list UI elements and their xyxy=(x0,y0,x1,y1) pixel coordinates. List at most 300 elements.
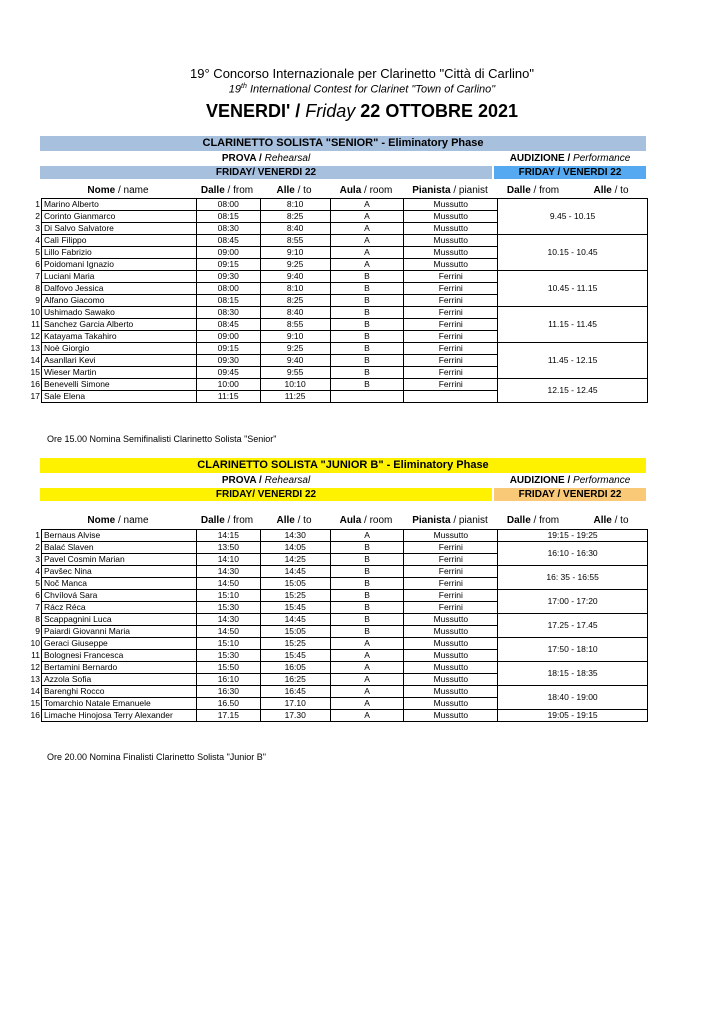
row-number: 8 xyxy=(35,283,40,293)
rehearsal-from: 15:10 xyxy=(196,638,260,650)
senior-section xyxy=(30,136,648,444)
pianist: Mussutto xyxy=(404,662,498,674)
rehearsal-to: 9:10 xyxy=(260,247,330,259)
table-row xyxy=(30,235,648,247)
room: A xyxy=(330,235,404,247)
candidate-name: Marino Alberto xyxy=(41,199,196,211)
col-name-text: / name xyxy=(115,515,149,526)
senior-day-left: FRIDAY/ VENERDI 22 xyxy=(40,166,492,179)
rehearsal-from: 08:15 xyxy=(196,295,260,307)
rehearsal-from: 08:15 xyxy=(196,211,260,223)
junior-day-left: FRIDAY/ VENERDI 22 xyxy=(40,488,492,501)
rehearsal-to: 17.30 xyxy=(260,710,330,722)
candidate-name: Scappagnini Luca xyxy=(41,614,196,626)
audition-slot: 12.15 - 12.45 xyxy=(498,379,648,403)
col-aud-from xyxy=(498,514,568,528)
row-number: 5 xyxy=(35,578,40,588)
pianist: Mussutto xyxy=(404,626,498,638)
pianist: Mussutto xyxy=(404,259,498,271)
audizione-label: AUDIZIONE / xyxy=(509,153,571,164)
col-pianist-bold: Pianista xyxy=(412,515,451,526)
room: B xyxy=(330,542,404,554)
room: B xyxy=(330,379,404,391)
rehearsal-to: 14:25 xyxy=(260,554,330,566)
room: B xyxy=(330,614,404,626)
rehearsal-from: 14:50 xyxy=(196,578,260,590)
candidate-name: Di Salvo Salvatore xyxy=(41,223,196,235)
table-row xyxy=(30,566,648,578)
junior-audizione-header xyxy=(494,474,646,487)
rehearsal-from: 15:10 xyxy=(196,590,260,602)
candidate-name: Wieser Martin xyxy=(41,367,196,379)
rehearsal-to: 14:05 xyxy=(260,542,330,554)
pianist: Ferrini xyxy=(404,343,498,355)
pianist: Ferrini xyxy=(404,578,498,590)
junior-column-headers xyxy=(30,514,648,528)
rehearsal-from: 09:30 xyxy=(196,271,260,283)
rehearsal-from: 15:50 xyxy=(196,662,260,674)
room: A xyxy=(330,674,404,686)
candidate-name: Chvílová Sara xyxy=(41,590,196,602)
col-from-bold: Dalle xyxy=(200,185,225,196)
col-room-bold: Aula xyxy=(339,185,362,196)
pianist: Ferrini xyxy=(404,566,498,578)
candidate-name: Tomarchio Natale Emanuele xyxy=(41,698,196,710)
col-aud-to xyxy=(578,184,644,198)
candidate-name: Bolognesi Francesca xyxy=(41,650,196,662)
row-number: 2 xyxy=(35,211,40,221)
table-row xyxy=(30,590,648,602)
rehearsal-from: 16.50 xyxy=(196,698,260,710)
pianist: Ferrini xyxy=(404,283,498,295)
rehearsal-from: 15:30 xyxy=(196,650,260,662)
contest-title-en xyxy=(0,83,724,96)
senior-schedule-table xyxy=(30,198,648,403)
rehearsal-from: 13:50 xyxy=(196,542,260,554)
rehearsal-label: Rehearsal xyxy=(261,475,311,486)
audition-slot: 17.25 - 17.45 xyxy=(498,614,648,638)
room: B xyxy=(330,343,404,355)
pianist: Mussutto xyxy=(404,223,498,235)
rehearsal-to: 15:05 xyxy=(260,578,330,590)
candidate-name: Dalfovo Jessica xyxy=(41,283,196,295)
row-number: 16 xyxy=(30,379,40,389)
rehearsal-to: 9:10 xyxy=(260,331,330,343)
junior-section xyxy=(30,458,648,768)
room: B xyxy=(330,355,404,367)
pianist: Ferrini xyxy=(404,295,498,307)
row-number: 9 xyxy=(35,295,40,305)
candidate-name: Katayama Takahiro xyxy=(41,331,196,343)
pianist: Mussutto xyxy=(404,199,498,211)
rehearsal-from: 09:00 xyxy=(196,331,260,343)
candidate-name: Corinto Gianmarco xyxy=(41,211,196,223)
row-number: 1 xyxy=(35,199,40,209)
rehearsal-to: 14:30 xyxy=(260,530,330,542)
col-to xyxy=(260,184,328,198)
table-row xyxy=(30,662,648,674)
room: A xyxy=(330,530,404,542)
col-to-bold: Alle xyxy=(276,515,295,526)
candidate-name: Pavel Cosmin Marian xyxy=(41,554,196,566)
col-aud-from-bold: Dalle xyxy=(506,185,531,196)
edition-number: 19 xyxy=(228,83,242,96)
pianist: Mussutto xyxy=(404,686,498,698)
table-row xyxy=(30,542,648,554)
col-pianist xyxy=(404,514,496,528)
audition-slot: 9.45 - 10.15 xyxy=(498,199,648,235)
rehearsal-from: 16:30 xyxy=(196,686,260,698)
row-number: 11 xyxy=(31,650,40,660)
rehearsal-label: Rehearsal xyxy=(261,153,311,164)
room: B xyxy=(330,331,404,343)
candidate-name: Balać Slaven xyxy=(41,542,196,554)
senior-column-headers xyxy=(30,184,648,198)
pianist: Mussutto xyxy=(404,614,498,626)
table-row xyxy=(30,379,648,391)
rehearsal-to: 10:10 xyxy=(260,379,330,391)
rehearsal-to: 9:40 xyxy=(260,355,330,367)
col-from xyxy=(196,184,258,198)
table-row xyxy=(30,638,648,650)
pianist: Mussutto xyxy=(404,650,498,662)
rehearsal-from: 08:00 xyxy=(196,283,260,295)
performance-label: Performance xyxy=(570,475,631,486)
col-pianist-bold: Pianista xyxy=(412,185,451,196)
col-from-bold: Dalle xyxy=(200,515,225,526)
candidate-name: Lillo Fabrizio xyxy=(41,247,196,259)
col-name-bold: Nome xyxy=(87,185,116,196)
rehearsal-from: 09:30 xyxy=(196,355,260,367)
col-name-text: / name xyxy=(115,185,149,196)
col-aud-to-text: / to xyxy=(611,515,629,526)
rehearsal-from: 09:45 xyxy=(196,367,260,379)
junior-day-right: FRIDAY / VENERDI 22 xyxy=(494,488,646,501)
rehearsal-from: 08:45 xyxy=(196,319,260,331)
rehearsal-to: 15:45 xyxy=(260,650,330,662)
pianist: Mussutto xyxy=(404,674,498,686)
rehearsal-to: 15:45 xyxy=(260,602,330,614)
table-row xyxy=(30,614,648,626)
col-room-text: / room xyxy=(361,185,393,196)
col-aud-to-bold: Alle xyxy=(593,185,612,196)
rehearsal-to: 9:40 xyxy=(260,271,330,283)
senior-prova-header xyxy=(40,152,492,165)
row-number: 14 xyxy=(30,355,40,365)
audition-slot: 16:10 - 16:30 xyxy=(498,542,648,566)
row-number: 9 xyxy=(35,626,40,636)
pianist: Ferrini xyxy=(404,271,498,283)
row-number: 6 xyxy=(35,590,40,600)
candidate-name: Asanllari Kevi xyxy=(41,355,196,367)
rehearsal-to: 15:05 xyxy=(260,626,330,638)
col-from xyxy=(196,514,258,528)
col-to-bold: Alle xyxy=(276,185,295,196)
pianist: Ferrini xyxy=(404,602,498,614)
col-aud-from xyxy=(498,184,568,198)
room: A xyxy=(330,662,404,674)
pianist: Ferrini xyxy=(404,367,498,379)
rehearsal-to: 17.10 xyxy=(260,698,330,710)
room xyxy=(330,391,404,403)
room: A xyxy=(330,698,404,710)
room: A xyxy=(330,638,404,650)
row-number: 4 xyxy=(35,566,40,576)
room: B xyxy=(330,626,404,638)
col-pianist-text: / pianist xyxy=(450,185,488,196)
room: B xyxy=(330,554,404,566)
candidate-name: Rácz Réca xyxy=(41,602,196,614)
candidate-name: Noč Manca xyxy=(41,578,196,590)
room: B xyxy=(330,283,404,295)
candidate-name: Bernaus Alvise xyxy=(41,530,196,542)
audition-slot: 19:15 - 19:25 xyxy=(498,530,648,542)
room: B xyxy=(330,319,404,331)
audition-slot: 11.15 - 11.45 xyxy=(498,307,648,343)
rehearsal-from: 14:30 xyxy=(196,566,260,578)
audition-slot: 10.15 - 10.45 xyxy=(498,235,648,271)
row-number: 15 xyxy=(30,698,40,708)
rehearsal-to: 8:55 xyxy=(260,235,330,247)
rehearsal-to: 8:40 xyxy=(260,223,330,235)
rehearsal-to: 9:25 xyxy=(260,259,330,271)
col-aud-to xyxy=(578,514,644,528)
room: A xyxy=(330,686,404,698)
room: B xyxy=(330,367,404,379)
row-number: 3 xyxy=(35,223,40,233)
pianist: Mussutto xyxy=(404,698,498,710)
room: B xyxy=(330,566,404,578)
rehearsal-from: 08:30 xyxy=(196,307,260,319)
col-room xyxy=(330,184,402,198)
senior-note: Ore 15.00 Nomina Semifinalisti Clarinetto Solista "Senior" xyxy=(47,434,277,444)
candidate-name: Limache Hinojosa Terry Alexander xyxy=(41,710,196,722)
candidate-name: Sanchez Garcia Alberto xyxy=(41,319,196,331)
pianist: Ferrini xyxy=(404,542,498,554)
rehearsal-from: 15:30 xyxy=(196,602,260,614)
col-to-text: / to xyxy=(294,185,312,196)
candidate-name: Geraci Giuseppe xyxy=(41,638,196,650)
rehearsal-from: 11:15 xyxy=(196,391,260,403)
col-name xyxy=(42,184,194,198)
row-number: 8 xyxy=(35,614,40,624)
senior-section-title: CLARINETTO SOLISTA "SENIOR" - Eliminatory Phase xyxy=(40,136,646,151)
senior-day-right: FRIDAY / VENERDI 22 xyxy=(494,166,646,179)
row-number: 12 xyxy=(30,662,40,672)
row-number: 7 xyxy=(35,271,40,281)
table-row xyxy=(30,199,648,211)
audition-slot: 11.45 - 12.15 xyxy=(498,343,648,379)
schedule-date-heading xyxy=(0,101,724,122)
pianist: Mussutto xyxy=(404,710,498,722)
col-name-bold: Nome xyxy=(87,515,116,526)
rehearsal-from: 14:50 xyxy=(196,626,260,638)
audizione-label: AUDIZIONE / xyxy=(509,475,571,486)
table-row xyxy=(30,710,648,722)
pianist: Ferrini xyxy=(404,590,498,602)
pianist: Mussutto xyxy=(404,530,498,542)
rehearsal-to: 8:10 xyxy=(260,199,330,211)
rehearsal-from: 17.15 xyxy=(196,710,260,722)
pianist: Ferrini xyxy=(404,307,498,319)
row-number: 5 xyxy=(35,247,40,257)
col-aud-from-text: / from xyxy=(530,515,560,526)
rehearsal-to: 15:25 xyxy=(260,590,330,602)
room: B xyxy=(330,590,404,602)
rehearsal-from: 14:15 xyxy=(196,530,260,542)
col-aud-from-text: / from xyxy=(530,185,560,196)
col-room-text: / room xyxy=(361,515,393,526)
table-row xyxy=(30,307,648,319)
rehearsal-from: 10:00 xyxy=(196,379,260,391)
junior-schedule-table xyxy=(30,529,648,722)
audition-slot: 17:50 - 18:10 xyxy=(498,638,648,662)
room: B xyxy=(330,578,404,590)
pianist: Ferrini xyxy=(404,355,498,367)
junior-note: Ore 20.00 Nomina Finalisti Clarinetto Solista "Junior B" xyxy=(47,752,266,762)
col-to xyxy=(260,514,328,528)
rehearsal-to: 8:40 xyxy=(260,307,330,319)
audition-slot: 10.45 - 11.15 xyxy=(498,271,648,307)
col-aud-from-bold: Dalle xyxy=(506,515,531,526)
candidate-name: Pavšec Nina xyxy=(41,566,196,578)
contest-title-en-text: International Contest for Clarinet "Town of Carlino" xyxy=(246,83,496,96)
candidate-name: Alfano Giacomo xyxy=(41,295,196,307)
rehearsal-to: 14:45 xyxy=(260,614,330,626)
rehearsal-from: 14:30 xyxy=(196,614,260,626)
rehearsal-to: 8:10 xyxy=(260,283,330,295)
col-aud-to-bold: Alle xyxy=(593,515,612,526)
row-number: 2 xyxy=(35,542,40,552)
pianist: Ferrini xyxy=(404,379,498,391)
table-row xyxy=(30,271,648,283)
col-pianist-text: / pianist xyxy=(450,515,488,526)
room: A xyxy=(330,650,404,662)
rehearsal-to: 16:25 xyxy=(260,674,330,686)
pianist: Mussutto xyxy=(404,638,498,650)
candidate-name: Barenghi Rocco xyxy=(41,686,196,698)
candidate-name: Bertamini Bernardo xyxy=(41,662,196,674)
row-number: 13 xyxy=(30,674,40,684)
row-number: 4 xyxy=(35,235,40,245)
candidate-name: Luciani Maria xyxy=(41,271,196,283)
col-pianist xyxy=(404,184,496,198)
prova-label: PROVA / xyxy=(221,153,262,164)
col-from-text: / from xyxy=(224,185,254,196)
col-from-text: / from xyxy=(224,515,254,526)
rehearsal-from: 09:15 xyxy=(196,343,260,355)
pianist xyxy=(404,391,498,403)
room: A xyxy=(330,259,404,271)
rehearsal-from: 08:00 xyxy=(196,199,260,211)
pianist: Mussutto xyxy=(404,235,498,247)
room: A xyxy=(330,199,404,211)
prova-label: PROVA / xyxy=(221,475,262,486)
col-aud-to-text: / to xyxy=(611,185,629,196)
col-room xyxy=(330,514,402,528)
row-number: 10 xyxy=(30,638,40,648)
audition-slot: 18:40 - 19:00 xyxy=(498,686,648,710)
rehearsal-from: 09:15 xyxy=(196,259,260,271)
room: B xyxy=(330,602,404,614)
candidate-name: Calì Filippo xyxy=(41,235,196,247)
rehearsal-to: 9:55 xyxy=(260,367,330,379)
row-number: 17 xyxy=(30,391,40,401)
pianist: Ferrini xyxy=(404,331,498,343)
candidate-name: Azzola Sofia xyxy=(41,674,196,686)
col-room-bold: Aula xyxy=(339,515,362,526)
candidate-name: Poidomani Ignazio xyxy=(41,259,196,271)
rehearsal-to: 11:25 xyxy=(260,391,330,403)
audition-slot: 17:00 - 17:20 xyxy=(498,590,648,614)
rehearsal-from: 08:30 xyxy=(196,223,260,235)
rehearsal-to: 8:25 xyxy=(260,211,330,223)
row-number: 12 xyxy=(30,331,40,341)
junior-section-title: CLARINETTO SOLISTA "JUNIOR B" - Eliminatory Phase xyxy=(40,458,646,473)
candidate-name: Ushimado Sawako xyxy=(41,307,196,319)
row-number: 6 xyxy=(35,259,40,269)
pianist: Ferrini xyxy=(404,554,498,566)
junior-prova-header xyxy=(40,474,492,487)
room: A xyxy=(330,247,404,259)
rehearsal-to: 8:55 xyxy=(260,319,330,331)
room: B xyxy=(330,295,404,307)
performance-label: Performance xyxy=(570,153,631,164)
pianist: Mussutto xyxy=(404,211,498,223)
audition-slot: 19:05 - 19:15 xyxy=(498,710,648,722)
candidate-name: Benevelli Simone xyxy=(41,379,196,391)
day-en: Friday xyxy=(305,101,356,121)
table-row xyxy=(30,343,648,355)
rehearsal-to: 16:05 xyxy=(260,662,330,674)
room: A xyxy=(330,211,404,223)
candidate-name: Sale Elena xyxy=(41,391,196,403)
room: A xyxy=(330,710,404,722)
rehearsal-to: 16:45 xyxy=(260,686,330,698)
candidate-name: Paiardi Giovanni Maria xyxy=(41,626,196,638)
pianist: Mussutto xyxy=(404,247,498,259)
day-it: VENERDI' / xyxy=(205,101,301,121)
col-to-text: / to xyxy=(294,515,312,526)
row-number: 3 xyxy=(35,554,40,564)
rehearsal-from: 09:00 xyxy=(196,247,260,259)
senior-audizione-header xyxy=(494,152,646,165)
rehearsal-from: 14:10 xyxy=(196,554,260,566)
rehearsal-to: 15:25 xyxy=(260,638,330,650)
row-number: 10 xyxy=(30,307,40,317)
pianist: Ferrini xyxy=(404,319,498,331)
edition-suffix: th xyxy=(241,83,247,90)
row-number: 13 xyxy=(30,343,40,353)
row-number: 7 xyxy=(35,602,40,612)
rehearsal-from: 16:10 xyxy=(196,674,260,686)
audition-slot: 16: 35 - 16:55 xyxy=(498,566,648,590)
contest-title-it: 19° Concorso Internazionale per Clarinetto "Città di Carlino" xyxy=(190,66,534,81)
audition-slot: 18:15 - 18:35 xyxy=(498,662,648,686)
rehearsal-to: 14:45 xyxy=(260,566,330,578)
candidate-name: Noè Giorgio xyxy=(41,343,196,355)
table-row xyxy=(30,686,648,698)
col-name xyxy=(42,514,194,528)
room: A xyxy=(330,223,404,235)
room: B xyxy=(330,307,404,319)
rehearsal-from: 08:45 xyxy=(196,235,260,247)
row-number: 16 xyxy=(30,710,40,720)
row-number: 15 xyxy=(30,367,40,377)
row-number: 14 xyxy=(30,686,40,696)
room: B xyxy=(330,271,404,283)
table-row xyxy=(30,530,648,542)
